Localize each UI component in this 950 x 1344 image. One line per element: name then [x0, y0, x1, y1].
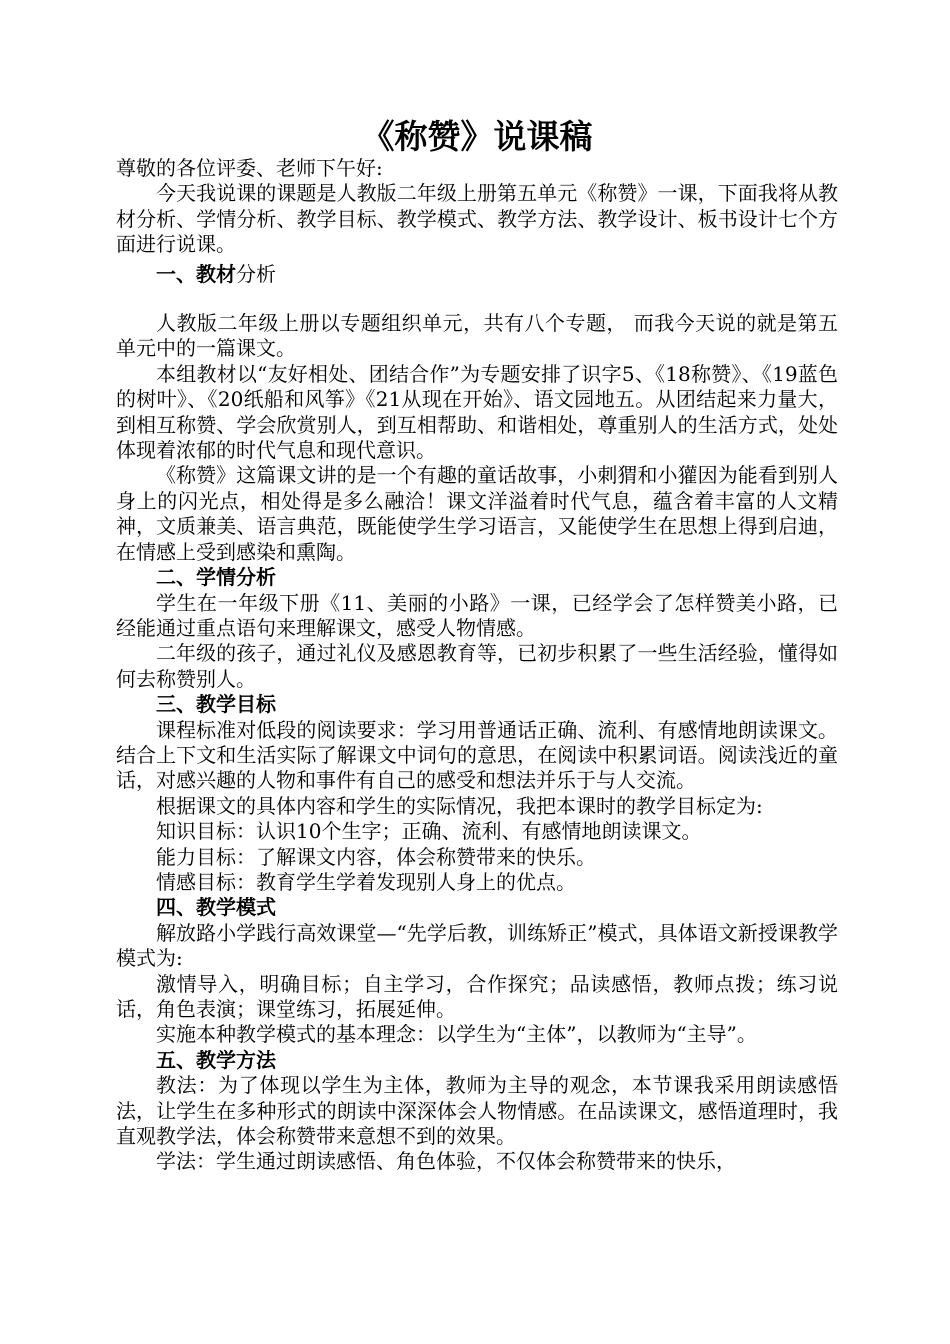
section-3-paragraph-2: 根据课文的具体内容和学生的实际情况，我把本课时的教学目标定为:: [156, 793, 763, 818]
section-3-paragraph-1: 课程标准对低段的阅读要求：学习用普通话正确、流利、有感情地朗读课文。结合上下文和生活实际了解课文中词句的意思，在阅读中积累词语。阅读浅近的童话，对感兴趣的人物和事件有自己的感受和想法并乐于与人交流。: [116, 717, 838, 793]
section-1-paragraph-1: 人教版二年级上册以专题组织单元，共有八个专题， 而我今天说的就是第五单元中的一篇课文。: [116, 311, 838, 361]
emotion-goal: 情感目标：教育学生学着发现别人身上的优点。: [156, 869, 576, 894]
section-2-paragraph-2: 二年级的孩子，通过礼仪及感恩教育等，已初步积累了一些生活经验，懂得如何去称赞别人。: [116, 641, 838, 691]
section-2-paragraph-1: 学生在一年级下册《11、美丽的小路》一课，已经学会了怎样赞美小路，已经能通过重点语句来理解课文，感受人物情感。: [116, 590, 838, 640]
section-heading-4: 四、教学模式: [156, 895, 276, 920]
section-heading-1-rest: 分析: [236, 261, 276, 286]
page-title: 《称赞》说课稿: [361, 117, 593, 156]
section-4-paragraph-3: 实施本种教学模式的基本理念：以学生为“主体”，以教师为“主导”。: [156, 1022, 757, 1047]
intro-paragraph: 今天我说课的课题是人教版二年级上册第五单元《称赞》一课，下面我将从教材分析、学情分析、教学目标、教学模式、教学方法、教学设计、板书设计七个方面进行说课。: [116, 181, 838, 257]
section-heading-1: [116, 262, 838, 287]
section-5-paragraph-1: 教法：为了体现以学生为主体，教师为主导的观念，本节课我采用朗读感悟法，让学生在多种形式的朗读中深深体会人物情感。在品读课文，感悟道理时，我直观教学法，体会称赞带来意想不到的效果。: [116, 1073, 838, 1149]
section-1-paragraph-2: 本组教材以“友好相处、团结合作”为专题安排了识字5、《18称赞》、《19蓝色的树叶》、《20纸船和风筝》《21从现在开始》、语文园地五。从团结起来力量大，到相互称赞、学会欣赏别人，到互相帮助、和谐相处，尊重别人的生活方式，处处体现着浓郁的时代气息和现代意识。: [116, 361, 838, 463]
knowledge-goal: 知识目标：认识10个生字；正确、流利、有感情地朗读课文。: [156, 819, 702, 844]
section-heading-3: 三、教学目标: [156, 692, 276, 717]
ability-goal: 能力目标：了解课文内容，体会称赞带来的快乐。: [156, 844, 596, 869]
section-heading-5: 五、教学方法: [156, 1047, 276, 1072]
section-heading-1-bold: 一、教材: [156, 261, 236, 286]
section-5-paragraph-2: 学法：学生通过朗读感悟、角色体验，不仅体会称赞带来的快乐，: [156, 1149, 736, 1174]
document-page: [116, 118, 838, 1175]
section-heading-2: 二、学情分析: [156, 565, 276, 590]
section-1-paragraph-3: 《称赞》这篇课文讲的是一个有趣的童话故事，小刺猬和小獾因为能看到别人身上的闪光点，相处得是多么融洽！课文洋溢着时代气息，蕴含着丰富的人文精神，文质兼美、语言典范，既能使学生学习语言，又能使学生在思想上得到启迪，在情感上受到感染和熏陶。: [116, 463, 838, 564]
section-4-paragraph-1: 解放路小学践行高效课堂—“先学后教，训练矫正”模式，具体语文新授课教学模式为:: [116, 920, 838, 971]
section-4-paragraph-2: 激情导入，明确目标；自主学习，合作探究；品读感悟，教师点拨；练习说话，角色表演；课堂练习，拓展延伸。: [116, 971, 838, 1021]
greeting: 尊敬的各位评委、老师下午好:: [116, 156, 383, 180]
